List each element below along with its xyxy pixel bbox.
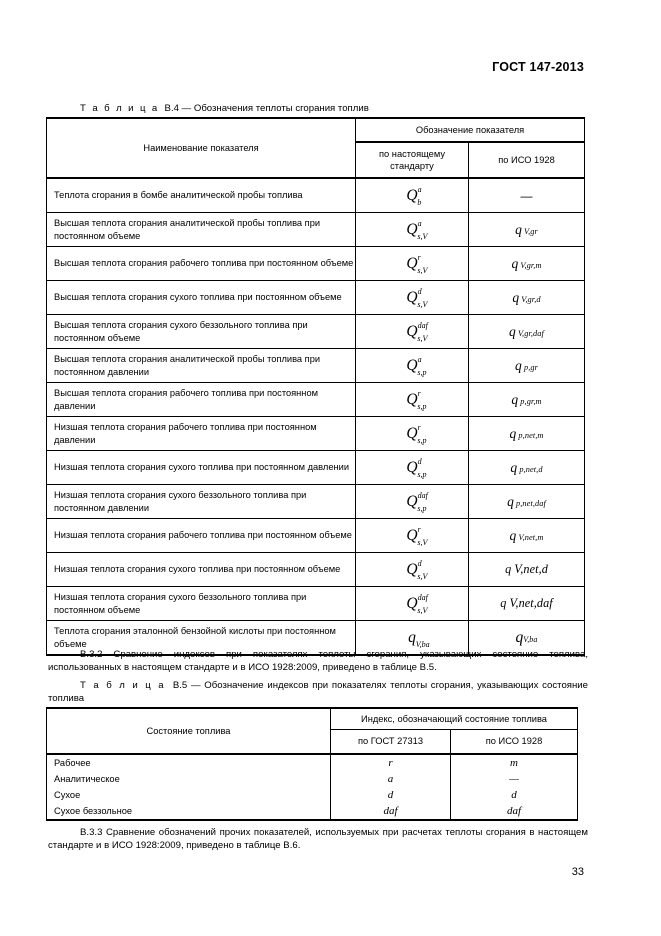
standard-header: ГОСТ 147-2013 [492, 60, 584, 74]
iso-formula: q p,net,d [510, 459, 543, 475]
iso-formula: q V,gr,daf [509, 323, 544, 339]
indicator-name-cell: Низшая теплота сгорания сухого топлива при постоянном давлении [47, 451, 356, 485]
table-b5 [46, 707, 578, 821]
index-iso-cell: daf [451, 803, 578, 820]
formula-symbol: Q d s,V [406, 558, 428, 582]
index-gost-cell: a [331, 771, 451, 787]
table-b4-header-group: Обозначение показателя [356, 118, 585, 142]
indicator-name-cell: Высшая теплота сгорания сухого беззольного топлива при постоянном объеме [47, 315, 356, 349]
table-b5-header-row-1 [47, 708, 578, 730]
formula-symbol: Q d s,p [406, 456, 427, 480]
table-b5-caption-number: В.5 [172, 680, 188, 691]
symbol-iso-cell [469, 485, 585, 519]
formula-subscript: s,p [417, 402, 427, 412]
index-gost-cell: daf [331, 803, 451, 820]
index-iso-cell: — [451, 771, 578, 787]
indicator-name-cell: Теплота сгорания эталонной бензойной кислоты при постоянном объеме [47, 621, 356, 656]
table-row [47, 485, 585, 519]
formula-subscript: V,ba [415, 640, 430, 650]
symbol-iso-cell [469, 281, 585, 315]
iso-formula-index: p,net,daf [513, 498, 546, 508]
formula-subscript: s,V [417, 334, 428, 344]
iso-formula: q V,gr,d [512, 289, 541, 305]
symbol-standard-cell [356, 587, 469, 621]
table-b5-caption-prefix: Т а б л и ц а [80, 680, 166, 691]
formula-subscript: b [417, 198, 422, 208]
formula-symbol: Q r s,p [406, 422, 427, 446]
table-b5-caption [48, 679, 588, 705]
symbol-standard-cell [356, 553, 469, 587]
symbol-iso-cell [469, 247, 585, 281]
table-row [47, 587, 585, 621]
iso-formula: q V,net,d [505, 562, 548, 576]
formula-symbol: Q a b [406, 184, 422, 208]
paragraph-b32: В.3.2 Сравнение индексов при показателях теплоты сгорания, указывающих состояние топлива, использованных в настоящем стандарте и в ИСО 1928:2009, приведено в таблице В.5. [48, 649, 588, 674]
formula-superscript: a [417, 184, 422, 194]
indicator-name-cell: Низшая теплота сгорания рабочего топлива при постоянном объеме [47, 519, 356, 553]
formula-symbol: Q daf s,V [406, 592, 428, 616]
table-row [47, 787, 578, 803]
symbol-standard-cell [356, 519, 469, 553]
indicator-name-cell: Низшая теплота сгорания сухого топлива при постоянном объеме [47, 553, 356, 587]
index-gost-cell: r [331, 754, 451, 771]
symbol-iso-cell [469, 383, 585, 417]
formula-subscript: s,V [417, 572, 428, 582]
table-row [47, 803, 578, 820]
indicator-name-cell: Высшая теплота сгорания рабочего топлива при постоянном объеме [47, 247, 356, 281]
indicator-name-cell: Высшая теплота сгорания рабочего топлива при постоянном давлении [47, 383, 356, 417]
formula-symbol: Q daf s,V [406, 320, 428, 344]
table-b5-header-group: Индекс, обозначающий состояние топлива [331, 708, 578, 730]
table-b4-caption-prefix: Т а б л и ц а [80, 103, 160, 114]
indicator-name-cell: Низшая теплота сгорания сухого беззольного топлива при постоянном давлении [47, 485, 356, 519]
formula-superscript: d [417, 456, 422, 466]
index-iso-cell: d [451, 787, 578, 803]
indicator-name-cell: Теплота сгорания в бомбе аналитической пробы топлива [47, 178, 356, 213]
table-b4-caption [80, 102, 369, 115]
iso-formula-index: p,gr [521, 362, 538, 372]
table-b4-header-name: Наименование показателя [47, 118, 356, 178]
indicator-name-cell: Высшая теплота сгорания сухого топлива при постоянном объеме [47, 281, 356, 315]
table-b4-caption-text: — Обозначения теплоты сгорания топлив [181, 103, 369, 114]
iso-formula: q p,net,daf [507, 493, 546, 509]
symbol-standard-cell [356, 315, 469, 349]
symbol-iso-cell [469, 519, 585, 553]
symbol-iso-cell [469, 315, 585, 349]
index-gost-cell: d [331, 787, 451, 803]
formula-subscript: s,p [417, 368, 427, 378]
fuel-state-cell: Аналитическое [47, 771, 331, 787]
iso-formula: q V,net,daf [500, 596, 553, 610]
symbol-standard-cell [356, 417, 469, 451]
table-row [47, 383, 585, 417]
formula-superscript: r [417, 388, 421, 398]
iso-formula: q p,gr,m [511, 391, 542, 407]
iso-formula: q V,net,m [509, 527, 544, 543]
fuel-state-cell: Сухое [47, 787, 331, 803]
indicator-name-cell: Низшая теплота сгорания сухого беззольного топлива при постоянном объеме [47, 587, 356, 621]
symbol-standard-cell [356, 349, 469, 383]
table-row [47, 213, 585, 247]
formula-symbol: Q d s,V [406, 286, 428, 310]
iso-formula-index: V,net,d [511, 562, 548, 576]
table-b4 [46, 117, 585, 656]
iso-formula-index: p,net,m [516, 430, 544, 440]
symbol-standard-cell [356, 451, 469, 485]
table-row [47, 315, 585, 349]
table-b5-head [47, 708, 578, 754]
symbol-iso-cell [469, 553, 585, 587]
table-b5-header-iso: по ИСО 1928 [451, 730, 578, 754]
formula-superscript: r [417, 422, 421, 432]
iso-formula-index: V,gr,m [518, 260, 542, 270]
table-b4-header-standard: по настоящему стандарту [356, 142, 469, 178]
formula-superscript: daf [417, 490, 428, 500]
table-b4-caption-number: В.4 [164, 103, 179, 114]
symbol-standard-cell [356, 213, 469, 247]
iso-formula-index: V,gr,d [519, 294, 541, 304]
iso-formula-index: p,gr,m [518, 396, 542, 406]
formula-symbol: q V,ba [408, 628, 430, 650]
table-row [47, 553, 585, 587]
symbol-standard-cell [356, 247, 469, 281]
iso-formula: q V,gr [515, 221, 538, 237]
symbol-iso-cell [469, 587, 585, 621]
table-row [47, 754, 578, 771]
formula-superscript: a [417, 218, 422, 228]
symbol-iso-cell [469, 213, 585, 247]
iso-formula-index: V,gr [521, 226, 538, 236]
iso-formula: q p,net,m [509, 425, 544, 441]
symbol-standard-cell [356, 178, 469, 213]
iso-formula-index: V,ba [523, 634, 538, 644]
iso-formula: qV,ba [515, 628, 538, 646]
index-iso-cell: m [451, 754, 578, 771]
table-b5-body [47, 754, 578, 820]
iso-formula-index: V,net,m [516, 532, 544, 542]
table-row [47, 349, 585, 383]
symbol-standard-cell [356, 281, 469, 315]
table-row [47, 247, 585, 281]
empty-dash: — [520, 188, 533, 203]
iso-formula-index: V,gr,daf [515, 328, 544, 338]
table-b4-header-iso: по ИСО 1928 [469, 142, 585, 178]
formula-symbol: Q r s,p [406, 388, 427, 412]
formula-superscript: r [417, 252, 421, 262]
table-row [47, 519, 585, 553]
symbol-iso-cell [469, 349, 585, 383]
formula-symbol: Q a s,V [406, 218, 428, 242]
symbol-iso-cell [469, 178, 585, 213]
formula-subscript: s,V [417, 538, 428, 548]
formula-superscript: r [417, 524, 421, 534]
symbol-standard-cell [356, 485, 469, 519]
symbol-iso-cell [469, 451, 585, 485]
formula-superscript: daf [417, 592, 428, 602]
indicator-name-cell: Низшая теплота сгорания рабочего топлива при постоянном давлении [47, 417, 356, 451]
table-b5-caption-text: — Обозначение индексов при показателях теплоты сгорания, указывающих состояние топлива [48, 680, 588, 704]
table-b5-header-gost: по ГОСТ 27313 [331, 730, 451, 754]
indicator-name-cell: Высшая теплота сгорания аналитической пробы топлива при постоянном давлении [47, 349, 356, 383]
table-b4-header-row-1 [47, 118, 585, 142]
iso-formula-index: p,net,d [517, 464, 543, 474]
table-row [47, 451, 585, 485]
formula-symbol: Q a s,p [406, 354, 427, 378]
formula-symbol: Q daf s,p [406, 490, 428, 514]
formula-symbol: Q r s,V [406, 524, 428, 548]
table-b5-header-state: Состояние топлива [47, 708, 331, 754]
formula-symbol: Q r s,V [406, 252, 428, 276]
formula-superscript: d [417, 558, 422, 568]
table-b4-head [47, 118, 585, 178]
formula-subscript: s,V [417, 606, 428, 616]
indicator-name-cell: Высшая теплота сгорания аналитической пробы топлива при постоянном объеме [47, 213, 356, 247]
iso-formula-index: V,net,daf [506, 596, 553, 610]
formula-subscript: s,p [417, 504, 427, 514]
iso-formula: q V,gr,m [511, 255, 542, 271]
table-row [47, 771, 578, 787]
formula-superscript: d [417, 286, 422, 296]
formula-subscript: s,V [417, 232, 428, 242]
table-row [47, 178, 585, 213]
iso-formula: q p,gr [515, 357, 538, 373]
formula-subscript: s,V [417, 266, 428, 276]
paragraph-b33: В.3.3 Сравнение обозначений прочих показателей, используемых при расчетах теплоты сгорания в настоящем стандарте и в ИСО 1928:2009, приведено в таблице В.6. [48, 827, 588, 852]
formula-superscript: a [417, 354, 422, 364]
fuel-state-cell: Рабочее [47, 754, 331, 771]
formula-subscript: s,V [417, 300, 428, 310]
symbol-iso-cell [469, 417, 585, 451]
formula-subscript: s,p [417, 470, 427, 480]
fuel-state-cell: Сухое беззольное [47, 803, 331, 820]
table-row [47, 417, 585, 451]
symbol-standard-cell [356, 383, 469, 417]
table-b4-body [47, 178, 585, 655]
page-number: 33 [571, 866, 584, 878]
formula-superscript: daf [417, 320, 428, 330]
table-row [47, 281, 585, 315]
formula-subscript: s,p [417, 436, 427, 446]
